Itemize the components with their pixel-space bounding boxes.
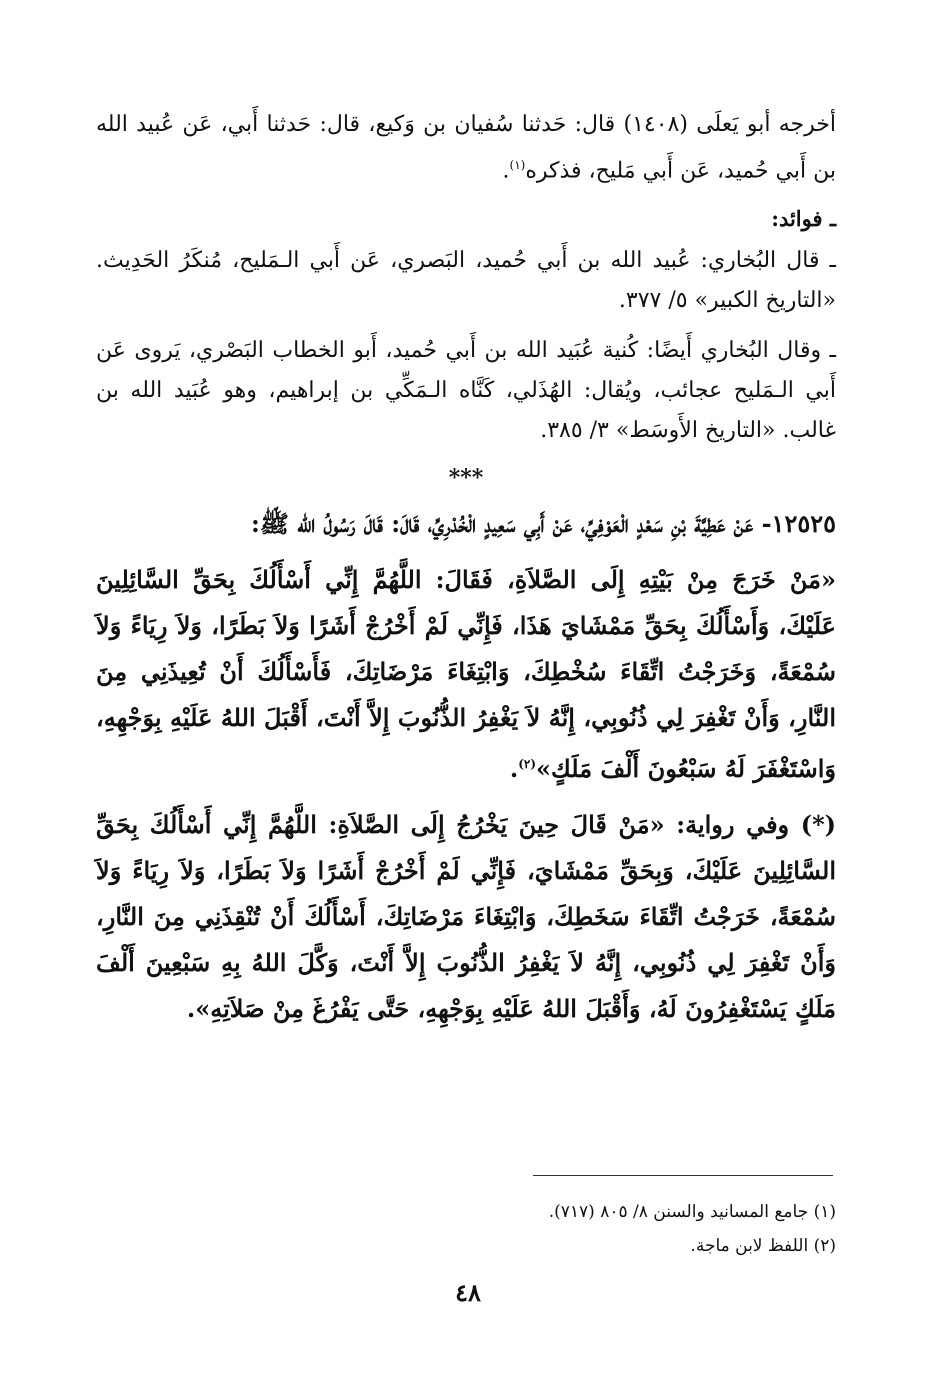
footnote-divider (533, 1175, 833, 1176)
source-paragraph (96, 105, 836, 191)
bukhari-note-2: ـ وقال البُخاري أَيضًا: كُنية عُبَيد الله بن أَبي حُميد، أَبو الخطاب البَصْري، يَروى عَن أَبي الـمَليح عجائب، ويُقال: الهُذَلي، كَنَّاه الـمَكِّي بن إبراهيم، وهو عُبَيد الله بن غالب. «التاريخ الأَوسَط» ٣/ ٣٨٥. (96, 338, 836, 444)
footnote-1: (١) جامع المسانيد والسنن ٨/ ٨٠٥ (٧١٧). (548, 1202, 836, 1222)
section-separator: *** (448, 465, 484, 492)
footnote-ref-2[interactable]: (٢) (518, 757, 537, 772)
footnote-2: (٢) اللفظ لابن ماجة. (690, 1236, 836, 1256)
hadith-text: «مَنْ خَرَجَ مِنْ بَيْتِهِ إِلَى الصَّلاَةِ، فَقَالَ: اللَّهُمَّ إِنِّي أَسْأَلُكَ بِحَقِّ السَّائِلِينَ عَلَيْكَ، وَأَسْأَلُكَ بِحَقِّ مَمْشَايَ هَذَا، فَإِنِّي لَمْ أَخْرُجْ أَشَرًا وَلاَ بَطَرًا، وَلاَ رِيَاءً وَلاَ سُمْعَةً، وَخَرَجْتُ اتِّقَاءَ سُخْطِكَ، وَابْتِغَاءَ مَرْضَاتِكَ، فَأَسْأَلُكَ أَنْ تُعِيذَنِي مِنَ النَّارِ، وَأَنْ تَغْفِرَ لِي ذُنُوبِي، إِنَّهُ لاَ يَغْفِرُ الذُّنُوبَ إِلاَّ أَنْتَ، أَقْبَلَ اللهُ عَلَيْهِ بِوَجْهِهِ، وَاسْتَغْفَرَ لَهُ سَبْعُونَ أَلْفَ مَلَكٍ» (96, 565, 836, 784)
hadith-isnad: ١٢٥٢٥- عَنْ عَطِيَّةَ بْنِ سَعْدٍ الْعَوْفِيِّ، عَنْ أَبِي سَعِيدٍ الْخُدْرِيِّ، قَالَ: قَالَ رَسُولُ الله ﷺ: (251, 509, 836, 539)
footnote-ref-1[interactable]: (١) (509, 158, 526, 172)
footnotes (96, 1195, 836, 1263)
benefits-heading: ـ فوائد: (771, 206, 836, 232)
hadith-end: . (509, 754, 519, 784)
hadith-matn (96, 557, 836, 792)
source-text: أخرجه أبو يَعلَى (١٤٠٨) قال: حَدثنا سُفيان بن وَكيع، قال: حَدثنا أَبي، عَن عُبيد الله بن أَبي حُميد، عَن أَبي مَليح، فذكره (96, 112, 836, 184)
hadith-variant: (*) وفي رواية: «مَنْ قَالَ حِينَ يَخْرُجُ إِلَى الصَّلاَةِ: اللَّهُمَّ إِنِّي أَسْأَلُكَ بِحَقِّ السَّائِلِينَ عَلَيْكَ، وَبِحَقِّ مَمْشَايَ، فَإِنِّي لَمْ أَخْرُجْ أَشَرًا وَلاَ بَطَرًا، وَلاَ رِيَاءً وَلاَ سُمْعَةً، خَرَجْتُ اتِّقَاءَ سَخَطِكَ، وَابْتِغَاءَ مَرْضَاتِكَ، أَسْأَلُكَ أَنْ تُنْقِذَنِي مِنَ النَّارِ، وَأَنْ تَغْفِرَ لِي ذُنُوبِي، إِنَّهُ لاَ يَغْفِرُ الذُّنُوبَ إِلاَّ أَنْتَ، وَكَّلَ اللهُ بِهِ سَبْعِينَ أَلْفَ مَلَكٍ يَسْتَغْفِرُونَ لَهُ، وَأَقْبَلَ اللهُ عَلَيْهِ بِوَجْهِهِ، حَتَّى يَفْرُغَ مِنْ صَلاَتِهِ». (96, 810, 836, 1024)
page-body (96, 105, 836, 1042)
bukhari-note-1: ـ قال البُخاري: عُبيد الله بن أَبي حُميد، البَصري، عَن أَبي الـمَليح، مُنكَرُ الحَدِيث. «التاريخ الكبير» ٥/ ٣٧٧. (96, 248, 836, 314)
source-end: . (502, 158, 510, 184)
page-number: ٤٨ (455, 1278, 481, 1307)
